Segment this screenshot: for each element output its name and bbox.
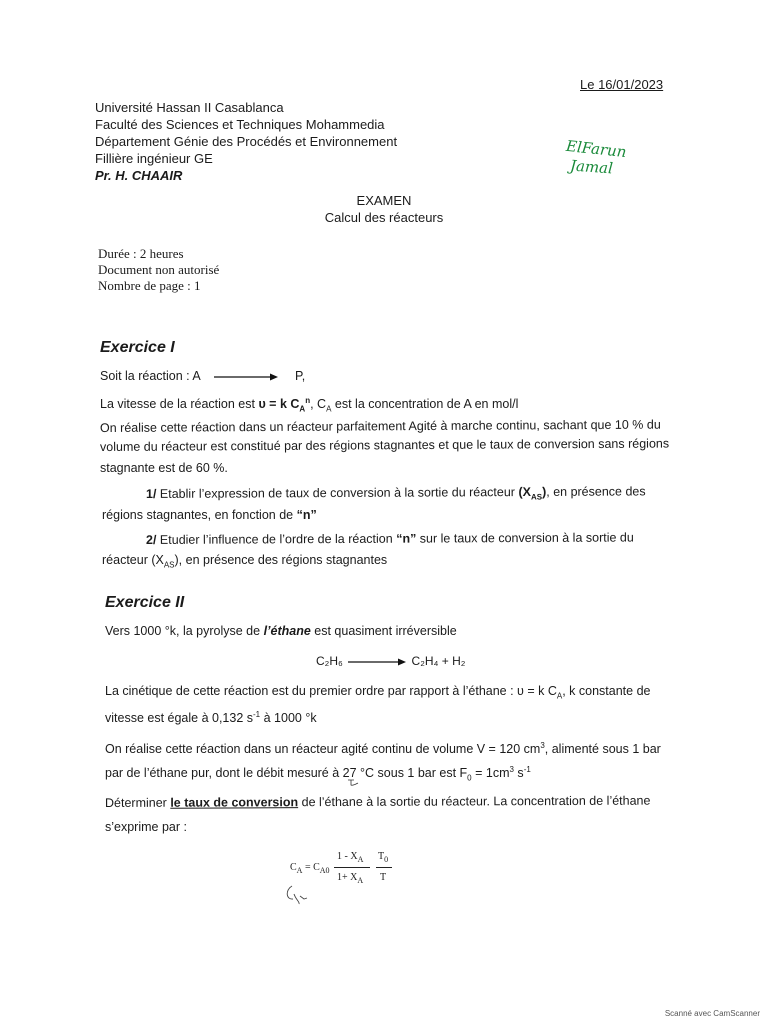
- exercise-1-para-line1: On réalise cette réaction dans un réacteur parfaitement Agité à marche continu, sachant que 10 % du: [99, 417, 661, 435]
- exam-documents: Document non autorisé: [98, 262, 220, 277]
- question-1-var: (X: [518, 484, 531, 500]
- rate-formula-sub: A: [299, 404, 306, 414]
- formula-den-sub: A: [357, 876, 364, 885]
- rate-formula: υ = k C: [258, 397, 300, 412]
- formula-ca-sub: A: [296, 866, 303, 875]
- rate-constant-sup: -1: [253, 710, 261, 719]
- intro-text-end: est quasiment irréversible: [310, 624, 457, 638]
- question-2-text-end: sur le taux de conversion à la sortie du: [416, 530, 634, 546]
- intro-text: Vers 1000 °k, la pyrolyse de: [105, 624, 264, 638]
- formula-ca: C: [290, 862, 297, 873]
- rate-text: La vitesse de la réaction est: [100, 397, 259, 412]
- determine-text: Déterminer: [104, 795, 171, 810]
- rate-conc-sub: A: [326, 404, 332, 414]
- pyrolysis-reactant: C₂H₆: [316, 654, 343, 668]
- exercise-2-title: Exercice II: [105, 594, 185, 611]
- exercise-1-para-line3: stagnante est de 60 %.: [100, 461, 228, 475]
- question-1-text: Etablir l’expression de taux de conversion à la sortie du réacteur: [156, 485, 519, 501]
- question-1-cont: [102, 508, 317, 522]
- question-1-text-end: , en présence des: [546, 484, 646, 499]
- concentration-formula-lhs: [290, 862, 330, 875]
- question-1-number: 1/: [145, 486, 157, 501]
- exercise-1-para-line2: volume du réacteur est constitué par des régions stagnantes et que le taux de conversion sans régions: [99, 436, 670, 454]
- question-2-cont-end: ), en présence des régions stagnantes: [174, 553, 388, 567]
- pyrolysis-reaction: [316, 654, 465, 668]
- flow-value: = 1cm: [471, 766, 510, 781]
- exam-page-count: Nombre de page : 1: [98, 278, 201, 293]
- question-2-cont-text: réacteur (X: [102, 553, 164, 567]
- question-1-n: “n”: [296, 508, 317, 522]
- formula-t0-text: T: [378, 851, 385, 862]
- question-1-var-sub: AS: [530, 492, 543, 502]
- exercise-1-rate-law: [100, 396, 518, 414]
- rate-comma: , C: [310, 397, 327, 412]
- flow-sub: 0: [467, 773, 472, 783]
- formula-numerator: [337, 851, 363, 864]
- determine-target: le taux de conversion: [170, 795, 299, 810]
- reactor-line1: [105, 741, 661, 756]
- exam-date: Le 16/01/2023: [580, 77, 664, 92]
- rate-constant-text: vitesse est égale à 0,132 s: [105, 711, 254, 726]
- scanner-watermark: Scanné avec CamScanner: [664, 1009, 760, 1018]
- question-2: [146, 530, 634, 547]
- formula-fraction-bar: [334, 867, 370, 868]
- department-name: Département Génie des Procédés et Environnement: [95, 134, 398, 149]
- exam-type: EXAMEN: [356, 193, 412, 208]
- rate-formula-sup: n: [305, 396, 311, 405]
- formula-eq: = C: [302, 862, 320, 873]
- pencil-scribble: [282, 882, 312, 908]
- program-name: Fillière ingénieur GE: [95, 151, 213, 166]
- kinetics-line2: [105, 710, 317, 725]
- faculty-name: Faculté des Sciences et Techniques Mohammedia: [95, 117, 385, 132]
- determine-line1: [105, 794, 651, 810]
- formula-t0: [378, 851, 388, 864]
- reactor-line2: [105, 765, 531, 783]
- reaction-reactant: Soit la réaction : A: [100, 369, 201, 383]
- flow-unit-s: s: [513, 766, 524, 781]
- exam-subject: Calcul des réacteurs: [324, 210, 444, 225]
- flow-unit-sup2: -1: [523, 765, 531, 774]
- intro-ethane: l’éthane: [263, 624, 311, 638]
- question-1-cont-text: régions stagnantes, en fonction de: [102, 508, 297, 522]
- formula-t-fraction-bar: [376, 867, 392, 868]
- reaction-arrow-icon: [204, 372, 280, 382]
- question-1: [146, 484, 646, 503]
- formula-ca0-sub: A0: [319, 866, 330, 875]
- flow-text: par de l’éthane pur, dont le débit mesuré à 27 °C sous 1 bar est F: [105, 766, 468, 781]
- question-2-number: 2/: [145, 532, 157, 547]
- question-2-cont: [102, 553, 387, 570]
- exercise-2-intro: [105, 624, 457, 638]
- handwritten-name-line2: Jamal: [569, 156, 614, 178]
- determine-line2: s’exprime par :: [105, 820, 187, 834]
- formula-den: 1+ X: [337, 872, 358, 883]
- university-name: Université Hassan II Casablanca: [95, 100, 284, 115]
- reactor-volume-sup: 3: [540, 741, 545, 750]
- kinetics-text: La cinétique de cette réaction est du premier ordre par rapport à l’éthane : υ = k C: [105, 684, 557, 698]
- formula-denominator: [337, 872, 363, 885]
- formula-t0-sub: 0: [384, 855, 389, 864]
- formula-num: 1 - X: [337, 851, 358, 862]
- professor-name: Pr. H. CHAAIR: [95, 168, 183, 183]
- kinetics-text-end: , k constante de: [562, 684, 651, 698]
- question-2-cont-sub: AS: [163, 560, 175, 570]
- formula-num-sub: A: [357, 855, 364, 864]
- exercise-1-reaction: [100, 369, 305, 383]
- formula-t: T: [380, 872, 387, 883]
- pyrolysis-arrow-icon: [346, 657, 408, 667]
- pencil-mark-t0: [346, 777, 366, 787]
- reaction-product: P,: [295, 369, 306, 383]
- exam-duration: Durée : 2 heures: [98, 246, 184, 261]
- reactor-pressure-text: , alimenté sous 1 bar: [544, 742, 661, 757]
- kinetics-line1: [105, 684, 651, 701]
- pyrolysis-products: C₂H₄ + H₂: [411, 654, 466, 668]
- handwritten-name-line1: ElFarun: [565, 136, 628, 162]
- question-2-n: “n”: [396, 531, 417, 546]
- exercise-1-title: Exercice I: [100, 339, 175, 356]
- question-2-text: Etudier l’influence de l’ordre de la réaction: [156, 531, 397, 547]
- rate-conc-text: est la concentration de A en mol/l: [331, 397, 519, 412]
- kinetics-sub: A: [556, 691, 563, 701]
- question-1-var-end: ): [542, 484, 547, 499]
- rate-constant-end: à 1000 °k: [260, 711, 317, 726]
- determine-text-end: de l’éthane à la sortie du réacteur. La concentration de l’éthane: [298, 793, 651, 810]
- flow-unit-sup: 3: [509, 765, 514, 774]
- reactor-volume-text: On réalise cette réaction dans un réacteur agité continu de volume V = 120 cm: [105, 742, 541, 757]
